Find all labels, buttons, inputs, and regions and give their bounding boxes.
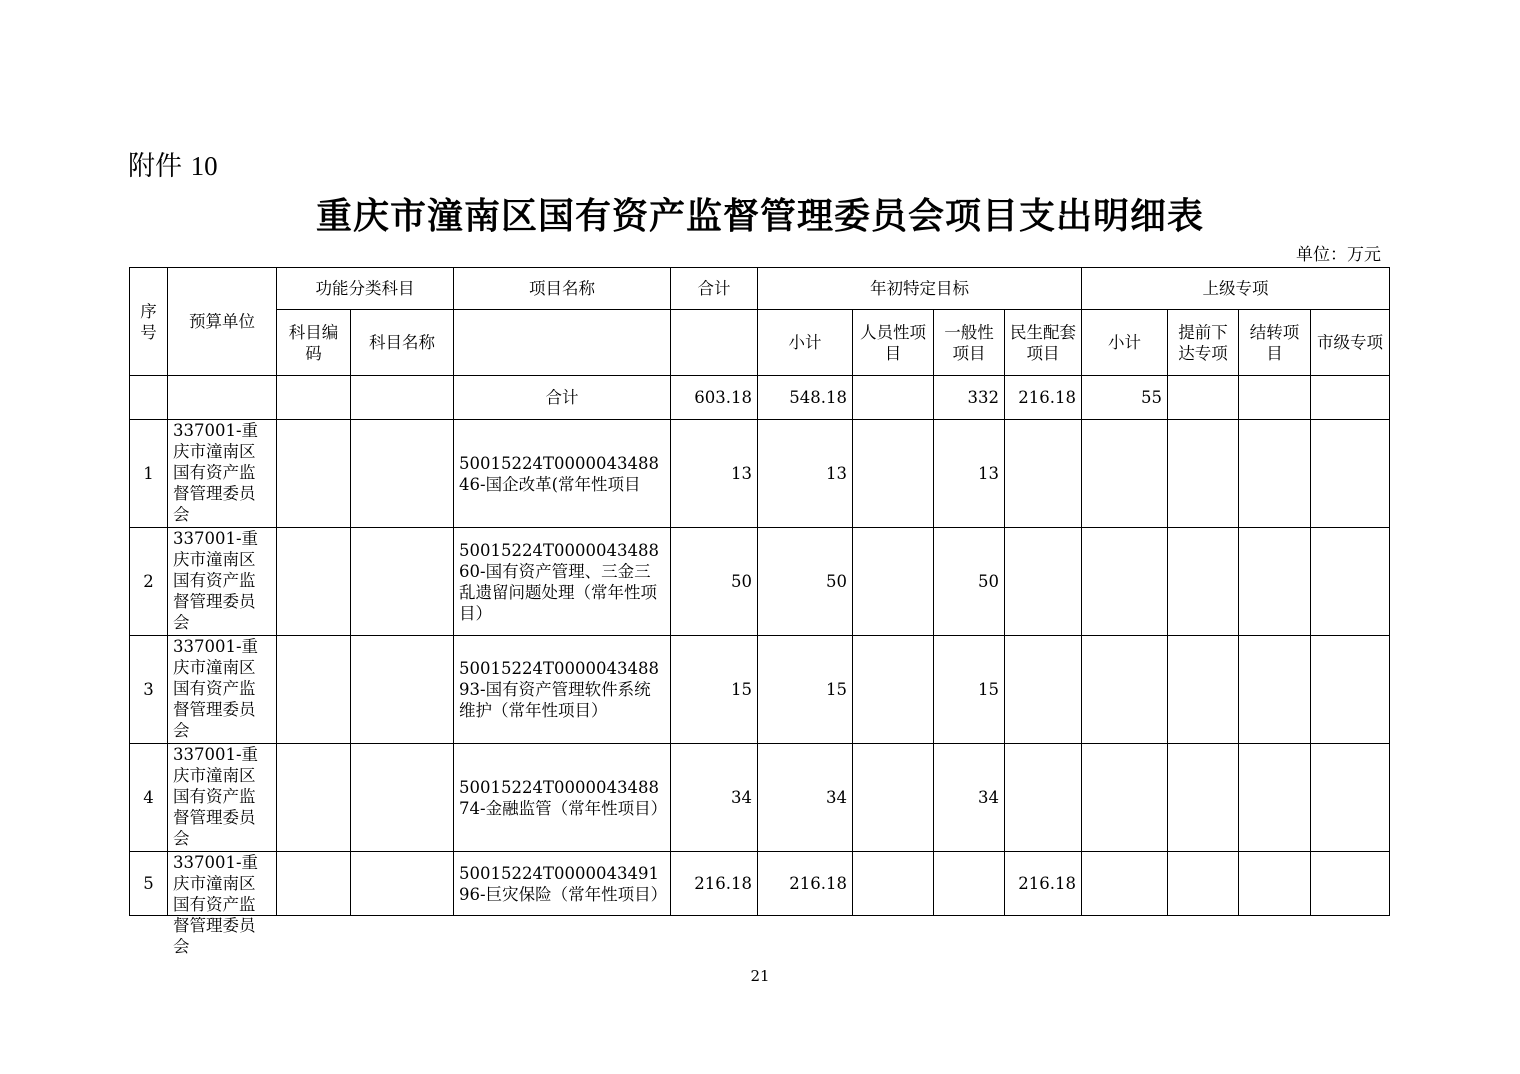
row-seq: 3 bbox=[130, 636, 168, 744]
row-personnel bbox=[853, 852, 934, 916]
header-municipal: 市级专项 bbox=[1311, 310, 1390, 376]
row-general: 50 bbox=[934, 528, 1005, 636]
row-subtotal-b bbox=[1082, 528, 1168, 636]
row-advance bbox=[1168, 420, 1239, 528]
row-personnel bbox=[853, 636, 934, 744]
row-seq: 2 bbox=[130, 528, 168, 636]
row-general: 13 bbox=[934, 420, 1005, 528]
row-code bbox=[277, 636, 351, 744]
project-expenditure-table bbox=[129, 267, 1390, 956]
total-municipal bbox=[1311, 376, 1390, 420]
table-row bbox=[130, 636, 1390, 744]
unit-label: 单位：万元 bbox=[1296, 245, 1381, 265]
header-seq: 序号 bbox=[130, 268, 168, 376]
table-row bbox=[130, 420, 1390, 528]
total-label: 合计 bbox=[454, 376, 671, 420]
row-unit bbox=[168, 852, 277, 956]
row-total: 50 bbox=[671, 528, 758, 636]
row-subtotal-a: 34 bbox=[758, 744, 853, 852]
row-municipal bbox=[1311, 420, 1390, 528]
row-seq: 4 bbox=[130, 744, 168, 852]
header-row-2 bbox=[130, 310, 1390, 376]
total-subtotal-a: 548.18 bbox=[758, 376, 853, 420]
row-total: 13 bbox=[671, 420, 758, 528]
row-personnel bbox=[853, 744, 934, 852]
page-number: 21 bbox=[750, 967, 770, 985]
row-municipal bbox=[1311, 744, 1390, 852]
header-unit: 预算单位 bbox=[168, 268, 277, 376]
row-subtotal-b bbox=[1082, 420, 1168, 528]
row-subtotal-b bbox=[1082, 852, 1168, 916]
row-advance bbox=[1168, 744, 1239, 852]
total-row bbox=[130, 376, 1390, 420]
row-project: 50015224T000004348874-金融监管（常年性项目） bbox=[454, 744, 671, 852]
header-func-class: 功能分类科目 bbox=[277, 268, 454, 310]
header-project-name: 项目名称 bbox=[454, 268, 671, 310]
row-project: 50015224T000004348860-国有资产管理、三金三乱遗留问题处理（常年性项目） bbox=[454, 528, 671, 636]
table-row bbox=[130, 744, 1390, 852]
row-total: 15 bbox=[671, 636, 758, 744]
row-carryover bbox=[1239, 852, 1311, 916]
row-code bbox=[277, 528, 351, 636]
row-subtotal-a: 13 bbox=[758, 420, 853, 528]
header-total-blank bbox=[671, 310, 758, 376]
row-municipal bbox=[1311, 528, 1390, 636]
total-subtotal-b: 55 bbox=[1082, 376, 1168, 420]
row-subject bbox=[351, 852, 454, 916]
row-personnel bbox=[853, 420, 934, 528]
row-advance bbox=[1168, 636, 1239, 744]
row-unit-text: 337001-重庆市潼南区国有资产监督管理委员会 bbox=[173, 853, 259, 956]
total-carryover bbox=[1239, 376, 1311, 420]
attachment-prefix: 附件 bbox=[128, 151, 182, 182]
attachment-label bbox=[128, 144, 218, 183]
header-subject-name: 科目名称 bbox=[351, 310, 454, 376]
page-title: 重庆市潼南区国有资产监督管理委员会项目支出明细表 bbox=[315, 196, 1204, 237]
row-code bbox=[277, 744, 351, 852]
row-municipal bbox=[1311, 852, 1390, 916]
row-carryover bbox=[1239, 528, 1311, 636]
header-subject-code: 科目编码 bbox=[277, 310, 351, 376]
row-unit: 337001-重庆市潼南区国有资产监督管理委员会 bbox=[168, 636, 277, 744]
header-initial-target: 年初特定目标 bbox=[758, 268, 1082, 310]
header-subtotal-a: 小计 bbox=[758, 310, 853, 376]
row-subject bbox=[351, 420, 454, 528]
row-general: 34 bbox=[934, 744, 1005, 852]
row-unit: 337001-重庆市潼南区国有资产监督管理委员会 bbox=[168, 528, 277, 636]
row-subject bbox=[351, 744, 454, 852]
row-project: 50015224T000004348846-国企改革(常年性项目 bbox=[454, 420, 671, 528]
total-total: 603.18 bbox=[671, 376, 758, 420]
row-total: 34 bbox=[671, 744, 758, 852]
row-project: 50015224T000004349196-巨灾保险（常年性项目） bbox=[454, 852, 671, 916]
row-code bbox=[277, 852, 351, 916]
row-municipal bbox=[1311, 636, 1390, 744]
row-subtotal-a: 50 bbox=[758, 528, 853, 636]
row-subject bbox=[351, 528, 454, 636]
header-superior-special: 上级专项 bbox=[1082, 268, 1390, 310]
row-project: 50015224T000004348893-国有资产管理软件系统维护（常年性项目） bbox=[454, 636, 671, 744]
header-project-name-blank bbox=[454, 310, 671, 376]
header-advance: 提前下达专项 bbox=[1168, 310, 1239, 376]
table-row bbox=[130, 528, 1390, 636]
header-personnel: 人员性项目 bbox=[853, 310, 934, 376]
row-livelihood bbox=[1005, 420, 1082, 528]
header-total: 合计 bbox=[671, 268, 758, 310]
header-subtotal-b: 小计 bbox=[1082, 310, 1168, 376]
header-row-1 bbox=[130, 268, 1390, 310]
row-carryover bbox=[1239, 420, 1311, 528]
row-subtotal-a: 216.18 bbox=[758, 852, 853, 916]
row-unit: 337001-重庆市潼南区国有资产监督管理委员会 bbox=[168, 420, 277, 528]
total-general: 332 bbox=[934, 376, 1005, 420]
row-total: 216.18 bbox=[671, 852, 758, 916]
header-livelihood: 民生配套项目 bbox=[1005, 310, 1082, 376]
row-livelihood bbox=[1005, 744, 1082, 852]
row-subject bbox=[351, 636, 454, 744]
total-personnel bbox=[853, 376, 934, 420]
row-advance bbox=[1168, 528, 1239, 636]
row-livelihood bbox=[1005, 528, 1082, 636]
header-carryover: 结转项目 bbox=[1239, 310, 1311, 376]
row-carryover bbox=[1239, 744, 1311, 852]
row-carryover bbox=[1239, 636, 1311, 744]
total-advance bbox=[1168, 376, 1239, 420]
row-subtotal-a: 15 bbox=[758, 636, 853, 744]
row-advance bbox=[1168, 852, 1239, 916]
row-subtotal-b bbox=[1082, 636, 1168, 744]
row-general: 15 bbox=[934, 636, 1005, 744]
total-livelihood: 216.18 bbox=[1005, 376, 1082, 420]
row-unit: 337001-重庆市潼南区国有资产监督管理委员会 bbox=[168, 744, 277, 852]
row-general bbox=[934, 852, 1005, 916]
header-general: 一般性项目 bbox=[934, 310, 1005, 376]
row-livelihood bbox=[1005, 636, 1082, 744]
row-seq: 5 bbox=[130, 852, 168, 916]
row-seq: 1 bbox=[130, 420, 168, 528]
row-subtotal-b bbox=[1082, 744, 1168, 852]
attachment-number: 10 bbox=[190, 151, 218, 181]
row-code bbox=[277, 420, 351, 528]
row-livelihood: 216.18 bbox=[1005, 852, 1082, 916]
table-row bbox=[130, 852, 1390, 916]
row-personnel bbox=[853, 528, 934, 636]
